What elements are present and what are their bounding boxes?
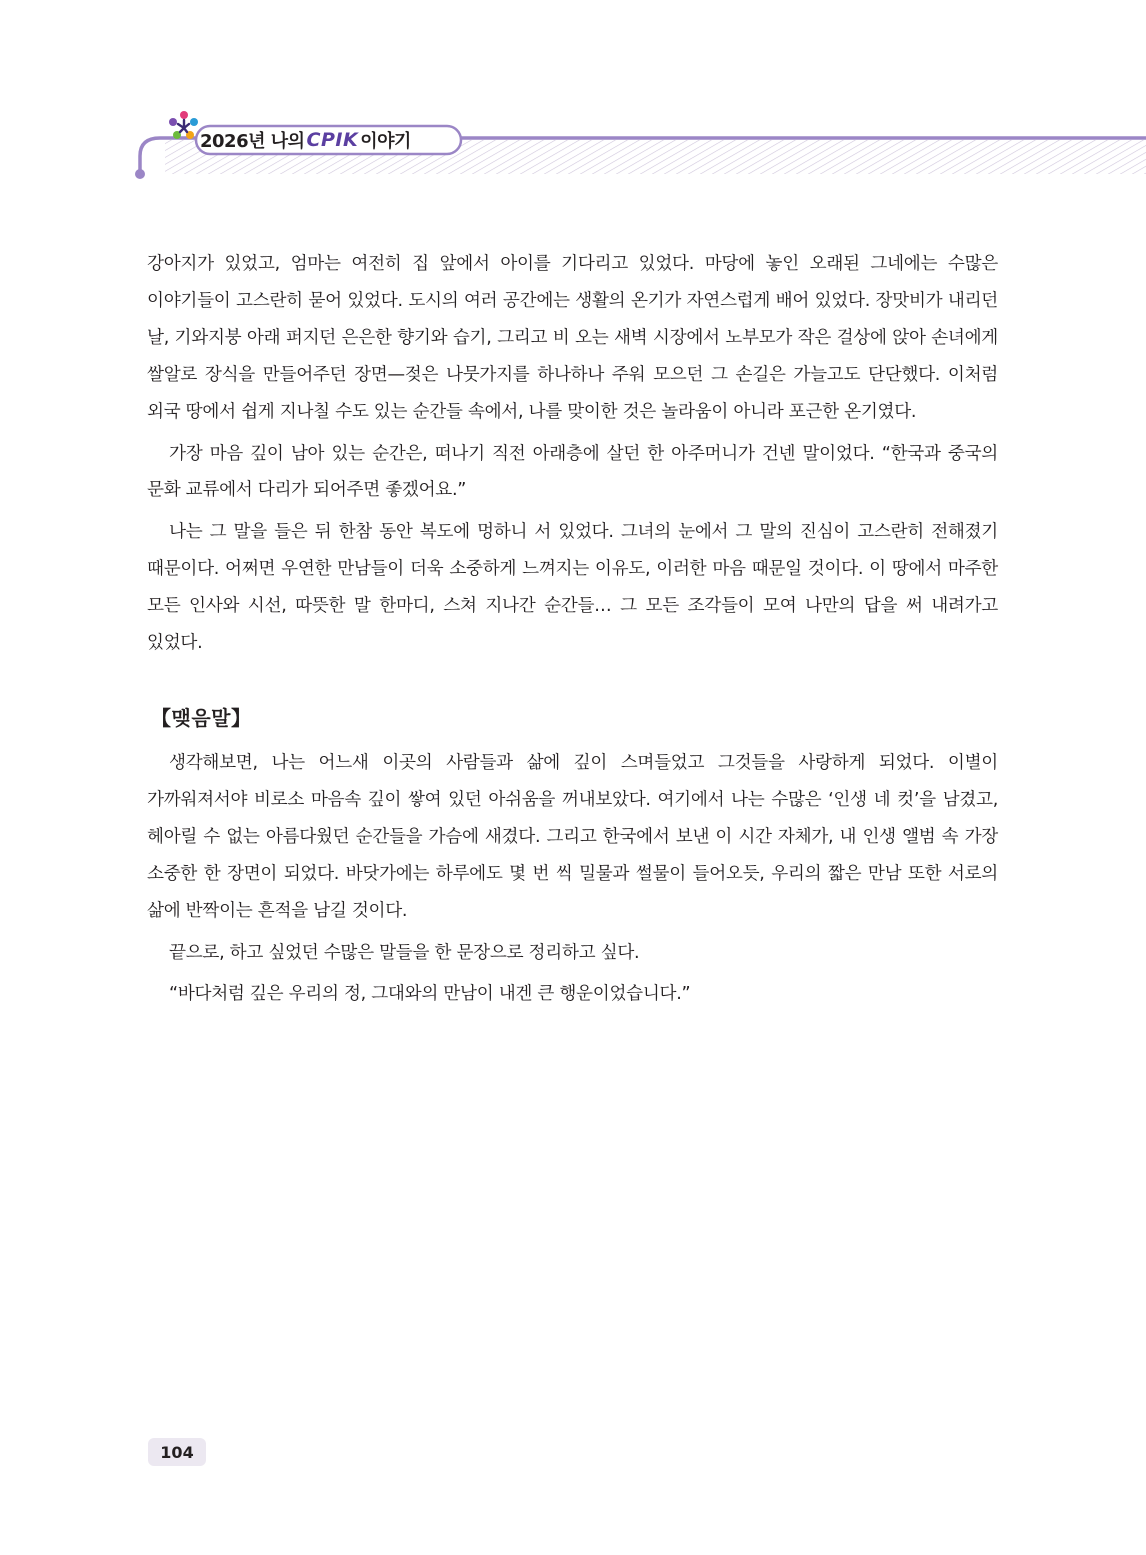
header-title-prefix: 2026년 나의 [200,131,305,152]
closing-paragraph-3: “바다처럼 깊은 우리의 정, 그대와의 만남이 내겐 큰 행운이었습니다.” [169,984,691,1005]
closing-heading: 【맺음말】 [151,705,252,730]
page-number: 104 [148,1438,206,1466]
paragraph-3: 나는 그 말을 들은 뒤 한참 동안 복도에 멍하니 서 있었다. 그녀의 눈에서 그 말의 진심이 고스란히 전해졌기 때문이다. 어쩌면 우연한 만남들이 더욱 소중하게 느껴지는 이유도, 이러한 마음 때문일 것이다. 이 땅에서 마주한 모든 인사와 시선, 따뜻한 말 한마디, 스쳐 지나간 순간들… 그 모든 조각들이 모여 나만의 답을 써 내려가고 있었다. [147,522,998,654]
header-title [200,127,411,153]
paragraph-1: 강아지가 있었고, 엄마는 여전히 집 앞에서 아이를 기다리고 있었다. 마당에 놓인 오래된 그네에는 수많은 이야기들이 고스란히 묻어 있었다. 도시의 여러 공간에는 생활의 온기가 자연스럽게 배어 있었다. 장맛비가 내리던 날, 기와지붕 아래 퍼지던 은은한 향기와 습기, 그리고 비 오는 새벽 시장에서 노부모가 작은 걸상에 앉아 손녀에게 쌀알로 장식을 만들어주던 장면—젖은 나뭇가지를 하나하나 주워 모으던 그 손길은 가늘고도 단단했다. 이처럼 외국 땅에서 쉽게 지나칠 수도 있는 순간들 속에서, 나를 맞이한 것은 놀라움이 아니라 포근한 온기였다. [147,254,998,422]
header-brand: CPIK [306,129,359,151]
header-title-suffix: 이야기 [360,131,411,152]
paragraph-2: 가장 마음 깊이 남아 있는 순간은, 떠나기 직전 아래층에 살던 한 아주머니가 건넨 말이었다. “한국과 중국의 문화 교류에서 다리가 되어주면 좋겠어요.” [147,443,998,501]
people-circle-logo-icon [166,108,202,144]
page-body [147,246,998,1013]
closing-paragraph-1: 생각해보면, 나는 어느새 이곳의 사람들과 삶에 깊이 스며들었고 그것들을 사랑하게 되었다. 이별이 가까워져서야 비로소 마음속 깊이 쌓여 있던 아쉬움을 꺼내보았다. 여기에서 나는 수많은 ‘인생 네 컷’을 남겼고, 헤아릴 수 없는 아름다웠던 순간들을 가슴에 새겼다. 그리고 한국에서 보낸 이 시간 자체가, 내 인생 앨범 속 가장 소중한 한 장면이 되었다. 바닷가에는 하루에도 몇 번 씩 밀물과 썰물이 들어오듯, 우리의 짧은 만남 또한 서로의 삶에 반짝이는 흔적을 남길 것이다. [147,752,998,921]
closing-paragraph-2: 끝으로, 하고 싶었던 수많은 말들을 한 문장으로 정리하고 싶다. [169,942,640,963]
page-header [0,100,1146,190]
